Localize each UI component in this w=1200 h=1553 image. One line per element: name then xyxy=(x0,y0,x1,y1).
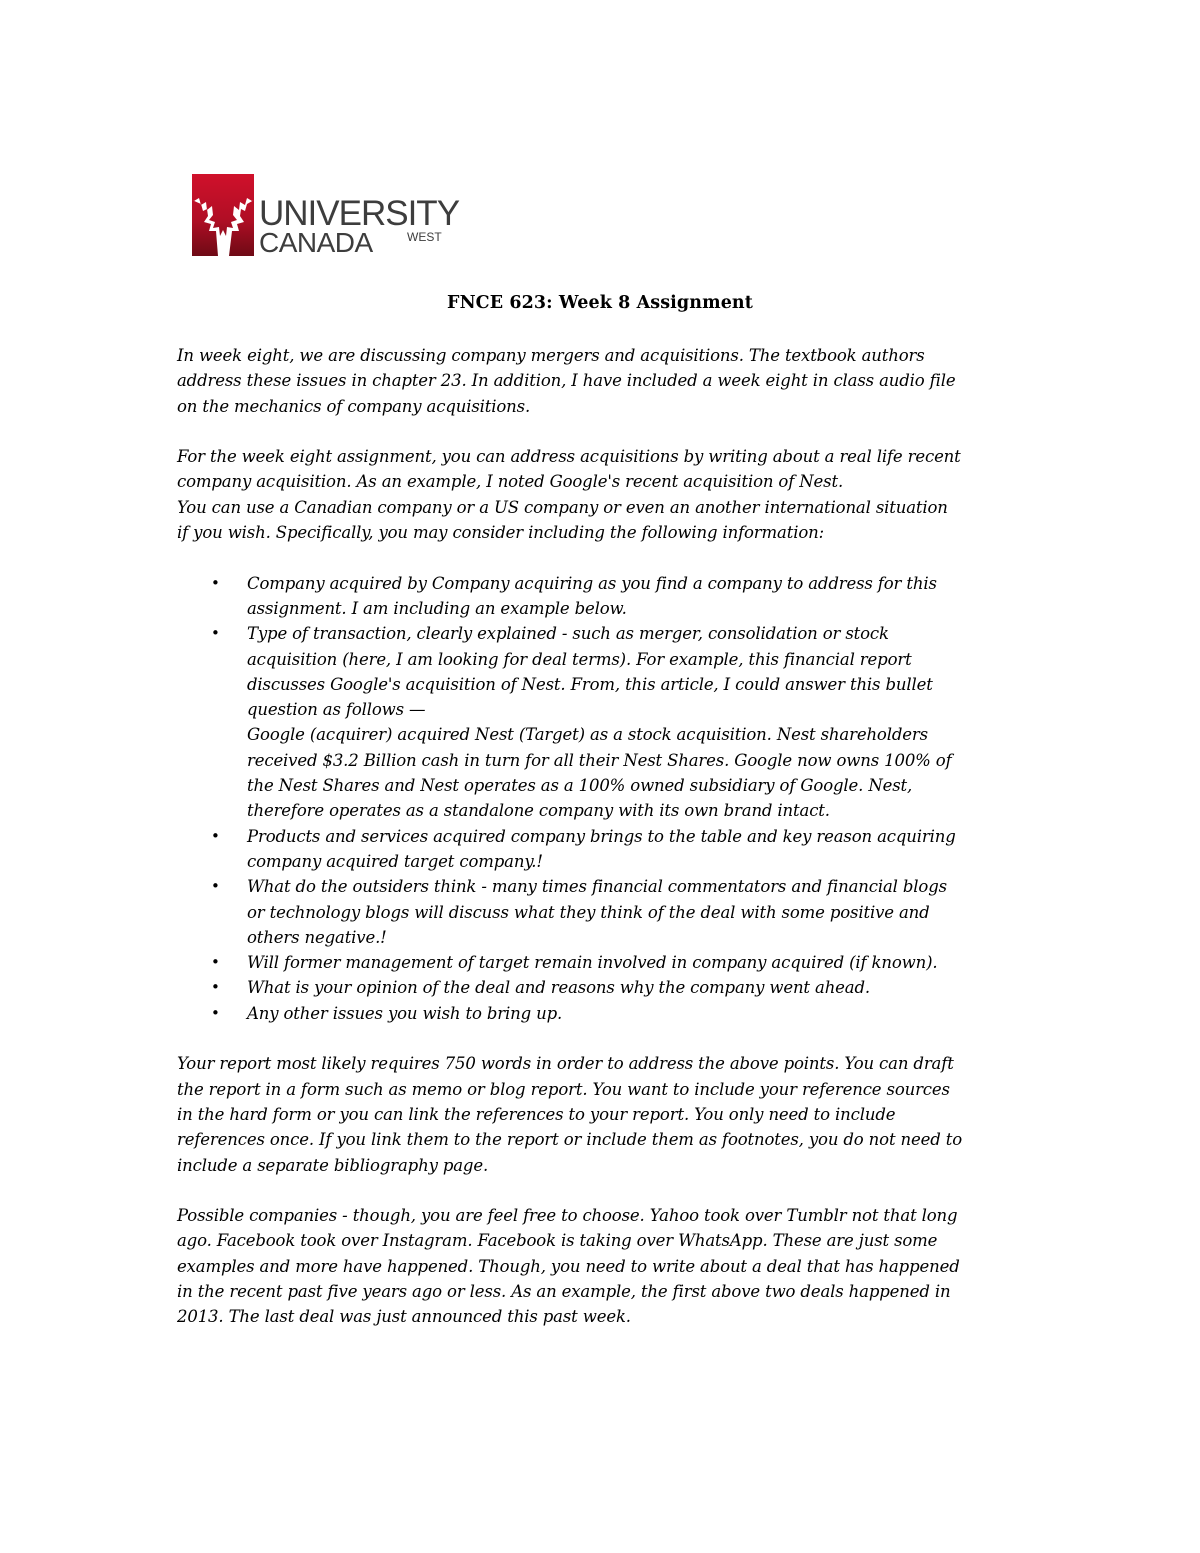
text-line: company acquisition. As an example, I noted Google's recent acquisition of Nest. xyxy=(177,472,844,492)
maple-leaf-logo-mark xyxy=(192,174,254,256)
list-item-text-line: Products and services acquired company brings to the table and key reason acquiring xyxy=(247,826,956,846)
text-line: In week eight, we are discussing company mergers and acquisitions. The textbook authors xyxy=(177,346,925,365)
paragraph-intro xyxy=(177,343,1037,419)
text-line: on the mechanics of company acquisitions. xyxy=(177,396,531,416)
bullet-icon: • xyxy=(211,573,220,592)
list-item-text-line: Will former management of target remain involved in company acquired (if known). xyxy=(247,953,938,973)
text-line: address these issues in chapter 23. In addition, I have included a week eight in class audio file xyxy=(177,371,956,391)
list-item xyxy=(177,874,1037,950)
list-item-text-line: question as follows — xyxy=(247,700,426,720)
paragraph-spacer xyxy=(177,1178,1037,1203)
list-item-text-line: the Nest Shares and Nest operates as a 100% owned subsidiary of Google. Nest, xyxy=(247,776,913,796)
list-item-text-line: Any other issues you wish to bring up. xyxy=(247,1003,563,1023)
text-line: in the hard form or you can link the references to your report. You only need to include xyxy=(177,1104,896,1124)
university-canada-west-logo xyxy=(192,174,462,256)
list-item-text-line: Type of transaction, clearly explained - such as merger, consolidation or stock xyxy=(247,624,889,644)
list-item-text-line: assignment. I am including an example below. xyxy=(247,598,627,618)
text-line: Your report most likely requires 750 words in order to address the above points. You can draft xyxy=(177,1054,954,1074)
list-item-text-line: Google (acquirer) acquired Nest (Target) as a stock acquisition. Nest shareholders xyxy=(247,725,928,745)
logo-text-university: UNIVERSITY xyxy=(259,194,460,233)
list-item xyxy=(177,824,1037,875)
text-line: ago. Facebook took over Instagram. Facebook is taking over WhatsApp. These are just some xyxy=(177,1231,938,1251)
list-item xyxy=(177,950,1037,975)
list-item-text-line: therefore operates as a standalone company with its own brand intact. xyxy=(247,801,830,821)
bullet-icon: • xyxy=(211,826,220,845)
bullet-icon: • xyxy=(211,877,220,896)
logo-text-canada: CANADA xyxy=(259,227,373,258)
list-item-text-line: acquisition (here, I am looking for deal terms). For example, this financial report xyxy=(247,649,912,669)
paragraph-spacer xyxy=(177,545,1037,570)
list-item xyxy=(177,621,1037,823)
text-line: You can use a Canadian company or a US company or even an another international situation xyxy=(177,497,948,517)
list-item xyxy=(177,1001,1037,1026)
text-line: if you wish. Specifically, you may consider including the following information: xyxy=(177,523,825,543)
text-line: For the week eight assignment, you can address acquisitions by writing about a real life recent xyxy=(177,447,961,467)
list-item xyxy=(177,975,1037,1000)
bullet-icon: • xyxy=(211,1003,220,1022)
page-title: FNCE 623: Week 8 Assignment xyxy=(447,293,753,313)
text-line: include a separate bibliography page. xyxy=(177,1155,489,1175)
paragraph-spacer xyxy=(177,1026,1037,1051)
list-item-text-line: or technology blogs will discuss what they think of the deal with some positive and xyxy=(247,902,930,922)
text-line: in the recent past five years ago or less. As an example, the first above two deals happened in xyxy=(177,1281,951,1301)
paragraph-assignment xyxy=(177,444,1037,545)
list-item-text-line: What do the outsiders think - many times financial commentators and financial blogs xyxy=(247,877,947,897)
paragraph-companies xyxy=(177,1203,1037,1329)
text-line: the report in a form such as memo or blog report. You want to include your reference sources xyxy=(177,1079,950,1099)
bullet-list xyxy=(177,571,1037,1026)
text-line: Possible companies - though, you are feel free to choose. Yahoo took over Tumblr not that long xyxy=(177,1206,958,1226)
list-item-text-line: Company acquired by Company acquiring as you find a company to address for this xyxy=(247,573,937,593)
paragraph-report xyxy=(177,1051,1037,1177)
paragraph-spacer xyxy=(177,419,1037,444)
list-item-text-line: discusses Google's acquisition of Nest. From, this article, I could answer this bullet xyxy=(247,674,933,694)
list-item-text-line: company acquired target company.! xyxy=(247,851,543,871)
text-line: 2013. The last deal was just announced this past week. xyxy=(177,1307,631,1327)
text-line: examples and more have happened. Though, you need to write about a deal that has happened xyxy=(177,1256,960,1276)
bullet-icon: • xyxy=(211,624,220,643)
list-item-text-line: others negative.! xyxy=(247,927,387,947)
list-item-text-line: received $3.2 Billion cash in turn for all their Nest Shares. Google now owns 100% of xyxy=(247,750,952,770)
logo-text-west: WEST xyxy=(407,230,442,244)
bullet-icon: • xyxy=(211,978,220,997)
list-item xyxy=(177,571,1037,622)
list-item-text-line: What is your opinion of the deal and reasons why the company went ahead. xyxy=(247,978,870,998)
bullet-icon: • xyxy=(211,953,220,972)
text-line: references once. If you link them to the report or include them as footnotes, you do not need to xyxy=(177,1130,962,1150)
document-body xyxy=(177,343,1037,1330)
